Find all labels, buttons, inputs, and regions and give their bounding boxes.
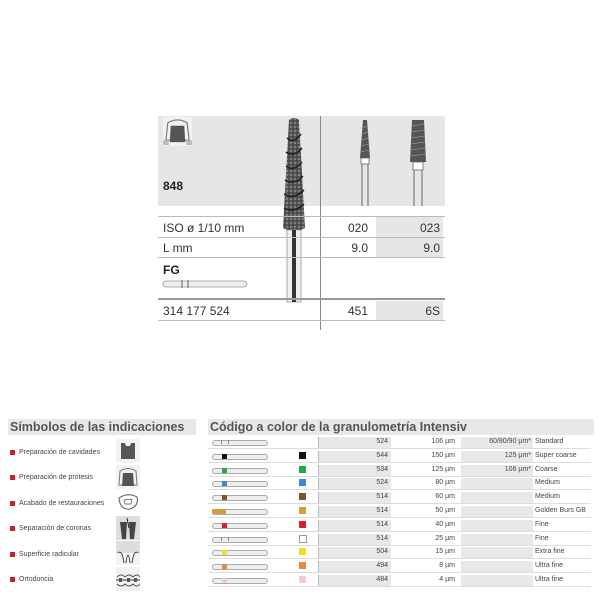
spec-iso-020: 020 <box>347 221 368 235</box>
shaded-cell <box>461 520 533 531</box>
color-code-swatch <box>299 576 306 583</box>
bur-shank-icon <box>212 550 268 556</box>
grit-size: 125 µm <box>431 465 455 473</box>
granulometry-row <box>208 547 591 559</box>
granulometry-row <box>208 492 591 504</box>
color-code-swatch <box>299 562 306 569</box>
shank-ref: 524 <box>376 479 388 487</box>
row-divider-thick <box>158 298 445 300</box>
shank-ref: 534 <box>376 465 388 473</box>
bur-shank-icon <box>212 537 268 543</box>
prosthesis-preparation-icon <box>116 465 140 489</box>
bur-shank-icon <box>212 440 268 446</box>
restoration-finishing-icon <box>116 490 140 514</box>
bullet-icon <box>10 475 15 480</box>
color-code-swatch <box>299 452 306 459</box>
grit-size: 8 µm <box>439 562 455 570</box>
bullet-icon <box>10 526 15 531</box>
grit-name: Super coarse <box>535 451 577 459</box>
ref-label: 314 177 524 <box>163 304 230 318</box>
spec-length-2: 9.0 <box>423 241 440 255</box>
row-divider <box>158 320 445 321</box>
color-code-swatch <box>299 521 306 528</box>
shaded-cell <box>461 534 533 545</box>
indication-label: Separación de coronas <box>19 525 91 532</box>
granulometry-row <box>208 506 591 518</box>
bur-shank-icon <box>212 481 268 487</box>
grit-size: 4 µm <box>439 576 455 583</box>
grit-range: 106 µm* <box>504 465 531 473</box>
orthodontics-icon <box>116 567 140 591</box>
indication-label: Acabado de restauraciones <box>19 499 105 507</box>
indication-item <box>10 522 91 536</box>
shank-ref: 514 <box>376 507 388 514</box>
granulometry-row <box>208 561 591 573</box>
grit-size: 50 µm <box>435 507 455 514</box>
shank-ref: 514 <box>376 520 388 528</box>
indications-title: Símbolos de las indicaciones <box>8 419 196 435</box>
grit-name: Ultra fine <box>535 562 564 570</box>
shaded-cell <box>461 575 533 586</box>
shaded-cell <box>461 492 533 503</box>
spec-length-1: 9.0 <box>351 241 368 255</box>
granulometry-row <box>208 478 591 490</box>
grit-name: Fine <box>535 520 549 528</box>
ref-value-2: 6S <box>425 304 440 318</box>
granulometry-row <box>208 534 591 546</box>
grit-size: 150 µm <box>431 451 455 459</box>
grit-name: Golden Burs GB <box>535 507 586 514</box>
bur-020-drawing <box>355 118 375 206</box>
bur-shank-icon <box>212 509 268 515</box>
bur-023-drawing <box>408 118 428 206</box>
granulometry-row <box>208 437 591 449</box>
grit-name: Coarse <box>535 465 558 473</box>
color-code-swatch <box>299 507 306 514</box>
indication-item <box>10 496 104 510</box>
spec-label-iso: ISO ø 1/10 mm <box>163 221 245 235</box>
row-divider <box>158 237 445 238</box>
grit-range: 60/80/90 µm* <box>489 438 531 445</box>
indication-item <box>10 445 100 459</box>
bur-shank-icon <box>212 578 268 584</box>
shank-ref: 524 <box>376 438 388 445</box>
grit-name: Fine <box>535 534 549 542</box>
color-code-swatch <box>299 493 306 500</box>
grit-name: Medium <box>535 493 560 501</box>
fg-shank-icon <box>162 280 248 288</box>
grit-size: 106 µm <box>431 438 455 445</box>
crown-separation-icon <box>116 516 140 540</box>
root-surface-icon <box>116 541 140 565</box>
color-code-swatch <box>299 535 307 543</box>
bur-shank-icon <box>212 468 268 474</box>
bullet-icon <box>10 577 15 582</box>
shaded-cell <box>461 547 533 558</box>
indication-label: Ortodoncia <box>19 576 54 583</box>
shank-ref: 484 <box>376 576 388 583</box>
indication-item <box>10 573 53 587</box>
color-code-swatch <box>299 466 306 473</box>
indication-item <box>10 547 79 561</box>
color-code-swatch <box>299 548 306 555</box>
diamond-bur-image <box>278 118 310 303</box>
grit-name: Medium <box>535 479 560 487</box>
indication-label: Preparación de prótesis <box>19 474 93 481</box>
bur-shank-icon <box>212 454 268 460</box>
bullet-icon <box>10 501 15 506</box>
bur-shank-icon <box>212 564 268 570</box>
granulometry-row <box>208 520 591 532</box>
granulometry-row <box>208 451 591 463</box>
grit-name: Ultra fine <box>535 576 564 583</box>
granulometry-row <box>208 575 591 587</box>
cavity-preparation-icon <box>116 439 140 463</box>
indication-label: Preparación de cavidades <box>19 448 100 456</box>
grit-size: 60 µm <box>435 493 455 501</box>
shank-ref: 494 <box>376 562 388 570</box>
indication-item <box>10 471 93 485</box>
shank-type-label: FG <box>163 263 180 277</box>
color-code-swatch <box>299 479 306 486</box>
shank-ref: 544 <box>376 451 388 459</box>
shaded-cell <box>461 561 533 572</box>
shank-ref: 514 <box>376 493 388 501</box>
shaded-cell <box>461 478 533 489</box>
grit-range: 125 µm* <box>504 451 531 459</box>
prosthesis-preparation-icon <box>163 117 192 146</box>
ref-value-1: 451 <box>347 304 368 318</box>
granulometry-row <box>208 465 591 477</box>
row-divider <box>158 257 445 258</box>
grit-size: 80 µm <box>435 479 455 487</box>
grit-name: Standard <box>535 438 564 445</box>
product-number: 848 <box>163 179 184 193</box>
shank-ref: 514 <box>376 534 388 542</box>
bullet-icon <box>10 450 15 455</box>
bur-shank-icon <box>212 495 268 501</box>
grit-size: 25 µm <box>435 534 455 542</box>
grit-name: Extra fine <box>535 548 565 556</box>
grit-size: 40 µm <box>435 520 455 528</box>
spec-iso-023: 023 <box>419 221 440 235</box>
shaded-cell <box>461 506 533 517</box>
spec-label-length: L mm <box>163 241 193 255</box>
shank-ref: 504 <box>376 548 388 556</box>
bullet-icon <box>10 552 15 557</box>
bur-shank-icon <box>212 523 268 529</box>
grit-size: 15 µm <box>435 548 455 556</box>
indication-label: Superficie radicular <box>19 550 79 558</box>
granulometry-title: Código a color de la granulometría Intensiv <box>208 419 594 435</box>
